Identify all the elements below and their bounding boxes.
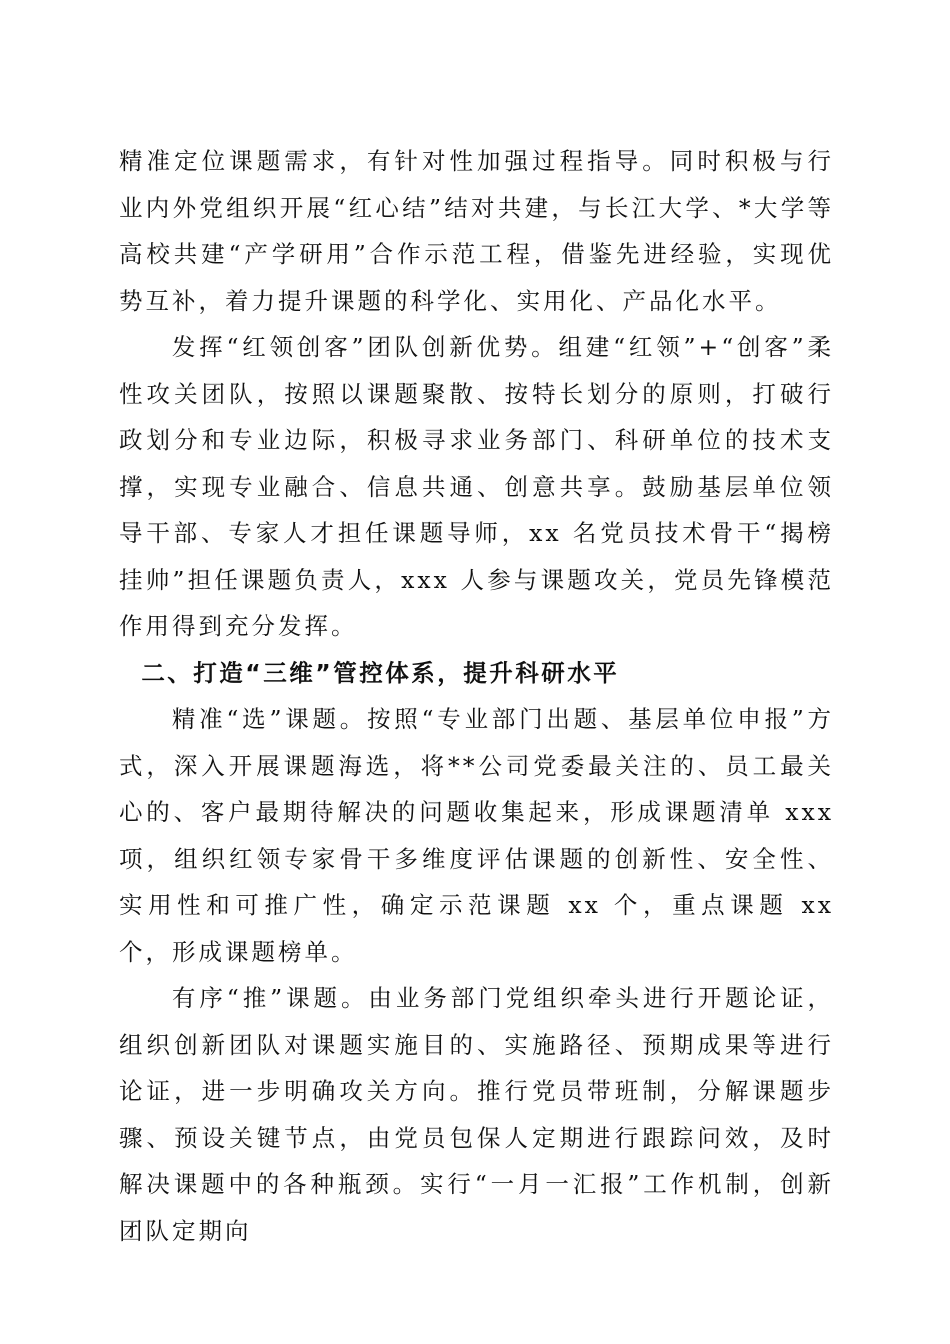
paragraph-red-collar-maker-team: 发挥“红领创客”团队创新优势。组建“红领”+“创客”柔性攻关团队，按照以课题聚散、按特长划分的原则，打破行政划分和专业边际，积极寻求业务部门、科研单位的技术支撑，实现专业融合、信息共通、创意共享。鼓励基层单位领导干部、专家人才担任课题导师，xx 名党员技术骨干“揭榜挂帅”担任课题负责人，xxx 人参与课题攻关，党员先锋模范作用得到充分发挥。 xyxy=(119,333,834,640)
paragraph-select-topics: 精准“选”课题。按照“专业部门出题、基层单位申报”方式，深入开展课题海选，将**公司党委最关注的、员工最关心的、客户最期待解决的问题收集起来，形成课题清单 xxx 项，组织红领专家骨干多维度评估课题的创新性、安全性、实用性和可推广性，确定示范课题 xx 个，重点课题 xx 个，形成课题榜单。 xyxy=(119,705,834,966)
section-heading-two: 二、打造“三维”管控体系，提升科研水平 xyxy=(141,658,620,687)
document-body xyxy=(119,138,834,1254)
paragraph-push-topics: 有序“推”课题。由业务部门党组织牵头进行开题论证，组织创新团队对课题实施目的、实施路径、预期成果等进行论证，进一步明确攻关方向。推行党员带班制，分解课题步骤、预设关键节点，由党员包保人定期进行跟踪问效，及时解决课题中的各种瓶颈。实行“一月一汇报”工作机制，创新团队定期向 xyxy=(119,984,834,1245)
paragraph-continuation: 精准定位课题需求，有针对性加强过程指导。同时积极与行业内外党组织开展“红心结”结对共建，与长江大学、*大学等高校共建“产学研用”合作示范工程，借鉴先进经验，实现优势互补，着力提升课题的科学化、实用化、产品化水平。 xyxy=(119,147,834,315)
